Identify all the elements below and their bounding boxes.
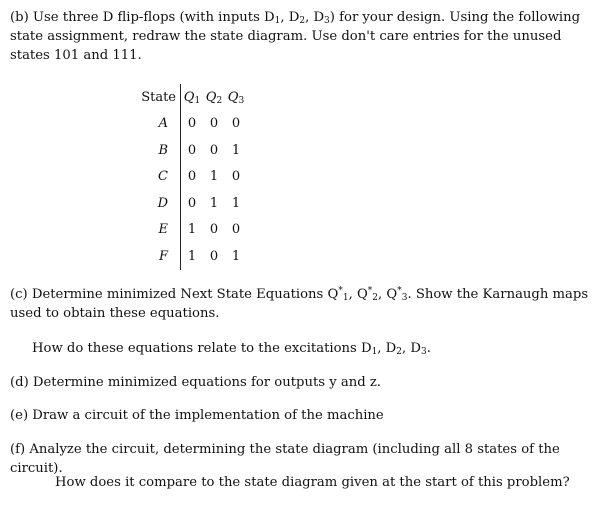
table-row bbox=[128, 217, 247, 244]
state-name: E bbox=[128, 217, 181, 244]
q2-value: 1 bbox=[209, 169, 219, 185]
q2-value: 1 bbox=[209, 195, 219, 211]
state-name: B bbox=[128, 137, 181, 164]
q1-value: 1 bbox=[187, 222, 197, 238]
state-assignment-table bbox=[128, 84, 247, 270]
table-row bbox=[128, 190, 247, 217]
q3-value: 1 bbox=[231, 195, 241, 211]
table-row bbox=[128, 137, 247, 164]
part-c-question: How do these equations relate to the excitations $D_1$, $D_2$, $D_3$. bbox=[32, 341, 431, 357]
part-e-text: (e) Draw a circuit of the implementation of the machine bbox=[10, 408, 384, 423]
q3-value: 0 bbox=[231, 116, 241, 132]
state-name: C bbox=[128, 164, 181, 191]
q2-value: 0 bbox=[209, 142, 219, 158]
state-column-header: State bbox=[128, 84, 181, 111]
q1-value: 1 bbox=[187, 248, 197, 264]
q1-column-header: $Q_1$ bbox=[183, 89, 201, 106]
q3-value: 1 bbox=[231, 248, 241, 264]
q1-value: 0 bbox=[187, 116, 197, 132]
state-name: F bbox=[128, 243, 181, 270]
table-row bbox=[128, 111, 247, 138]
q3-value: 1 bbox=[231, 142, 241, 158]
state-name: A bbox=[128, 111, 181, 138]
table-row bbox=[128, 164, 247, 191]
state-name: D bbox=[128, 190, 181, 217]
part-d-text: (d) Determine minimized equations for outputs y and z. bbox=[10, 375, 381, 390]
table-row bbox=[128, 243, 247, 270]
q2-value: 0 bbox=[209, 248, 219, 264]
q3-column-header: $Q_3$ bbox=[227, 89, 245, 106]
part-f-text: (f) Analyze the circuit, determining the state diagram (including all 8 states of the circuit). bbox=[10, 442, 560, 476]
q3-value: 0 bbox=[231, 169, 241, 185]
q2-value: 0 bbox=[209, 222, 219, 238]
q3-value: 0 bbox=[231, 222, 241, 238]
part-b-text: (b) Use three D flip-flops (with inputs $D_1$, $D_2$, $D_3$) for your design. Using the following state assignment, redraw the state diagram. Use don't care entries for the unused states 101 and 111. bbox=[10, 10, 581, 63]
part-f-question: How does it compare to the state diagram given at the start of this problem? bbox=[55, 475, 570, 490]
q1-value: 0 bbox=[187, 142, 197, 158]
q1-value: 0 bbox=[187, 169, 197, 185]
q2-column-header: $Q_2$ bbox=[205, 89, 223, 106]
part-c-text: (c) Determine minimized Next State Equations $Q^*_1$, $Q^*_2$, $Q^*_3$. Show the Karnaugh maps used to obtain these equations. bbox=[10, 286, 589, 321]
q2-value: 0 bbox=[209, 116, 219, 132]
table-header-row bbox=[128, 84, 247, 111]
q1-value: 0 bbox=[187, 195, 197, 211]
